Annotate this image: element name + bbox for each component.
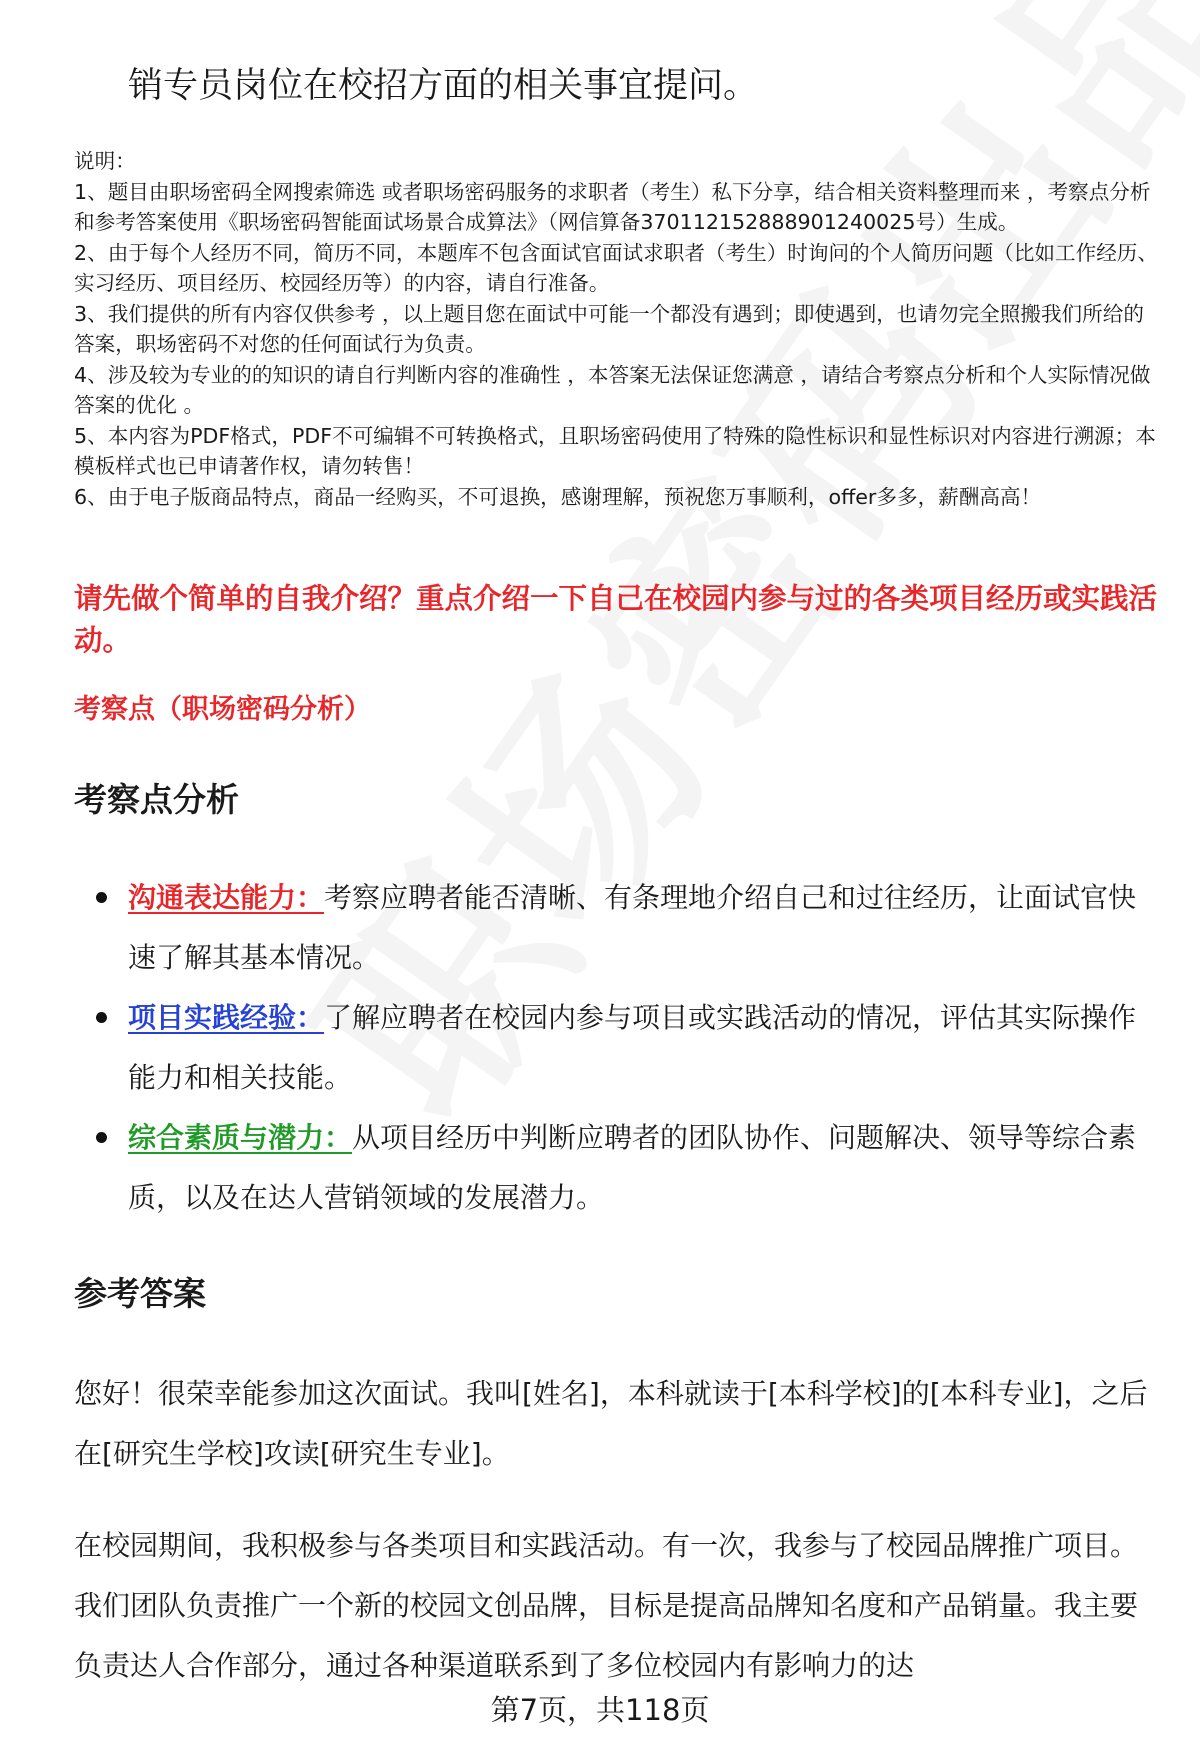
answer-paragraph: 在校园期间，我积极参与各类项目和实践活动。有一次，我参与了校园品牌推广项目。我们团队负责推广一个新的校园文创品牌，目标是提高品牌知名度和产品销量。我主要负责达人合作部分，通过各种渠道联系到了多位校园内有影响力的达 (74, 1529, 1139, 1682)
note-item: 3、我们提供的所有内容仅供参考 ，以上题目您在面试中可能一个都没有遇到；即使遇到，也请勿完全照搬我们所给的答案，职场密码不对您的任何面试行为负责。 (74, 301, 1144, 356)
analysis-heading: 考察点分析 (74, 780, 239, 819)
interview-question: 请先做个简单的自我介绍？重点介绍一下自己在校园内参与过的各类项目经历或实践活动。 (74, 582, 1158, 657)
bullet-dot-icon (96, 1132, 107, 1143)
analysis-point (74, 868, 1160, 988)
point-keyword: 综合素质与潜力： (128, 1121, 353, 1154)
analysis-point (74, 988, 1160, 1108)
point-text: 考察应聘者能否清晰、有条理地介绍自己和过往经历，让面试官快速了解其基本情况。 (128, 881, 1137, 974)
answer-body (74, 1364, 1160, 1696)
answer-paragraph: 您好！很荣幸能参加这次面试。我叫[姓名]，本科就读于[本科学校]的[本科专业]，之后在[研究生学校]攻读[研究生专业]。 (74, 1377, 1148, 1470)
notes-section (74, 146, 1160, 512)
analysis-points-list (74, 868, 1160, 1228)
note-item: 2、由于每个人经历不同，简历不同，本题库不包含面试官面试求职者（考生）时询问的个人简历问题（比如工作经历、实习经历、项目经历、校园经历等）的内容，请自行准备。 (74, 240, 1158, 295)
note-item: 4、涉及较为专业的的知识的请自行判断内容的准确性 ，本答案无法保证您满意 ，请结合考察点分析和个人实际情况做答案的优化 。 (74, 362, 1151, 417)
point-text: 从项目经历中判断应聘者的团队协作、问题解决、领导等综合素质，以及在达人营销领域的发展潜力。 (128, 1121, 1137, 1214)
point-keyword: 项目实践经验： (128, 1001, 325, 1034)
note-item: 5、本内容为PDF格式，PDF不可编辑不可转换格式，且职场密码使用了特殊的隐性标识和显性标识对内容进行溯源；本模板样式也已申请著作权，请勿转售！ (74, 423, 1156, 478)
note-item: 6、由于电子版商品特点，商品一经购买，不可退换，感谢理解，预祝您万事顺利，offer多多，薪酬高高！ (74, 484, 1042, 509)
point-keyword: 沟通表达能力： (128, 881, 325, 914)
bullet-dot-icon (96, 892, 107, 903)
analysis-point (74, 1108, 1160, 1228)
page-number: 第7页，共118页 (490, 1693, 710, 1727)
question-title-fragment: 销专员岗位在校招方面的相关事宜提问。 (128, 66, 759, 106)
bullet-dot-icon (96, 1012, 107, 1023)
notes-heading: 说明： (74, 149, 136, 173)
note-item: 1、题目由职场密码全网搜索筛选 或者职场密码服务的求职者（考生）私下分享，结合相关资料整理而来 ，考察点分析和参考答案使用《职场密码智能面试场景合成算法》（网信算备370112152888901240025号）生成。 (74, 179, 1151, 234)
point-text: 了解应聘者在校园内参与项目或实践活动的情况，评估其实际操作能力和相关技能。 (128, 1001, 1137, 1094)
kaochadian-label: 考察点（职场密码分析） (74, 694, 371, 725)
answer-heading: 参考答案 (74, 1274, 206, 1313)
